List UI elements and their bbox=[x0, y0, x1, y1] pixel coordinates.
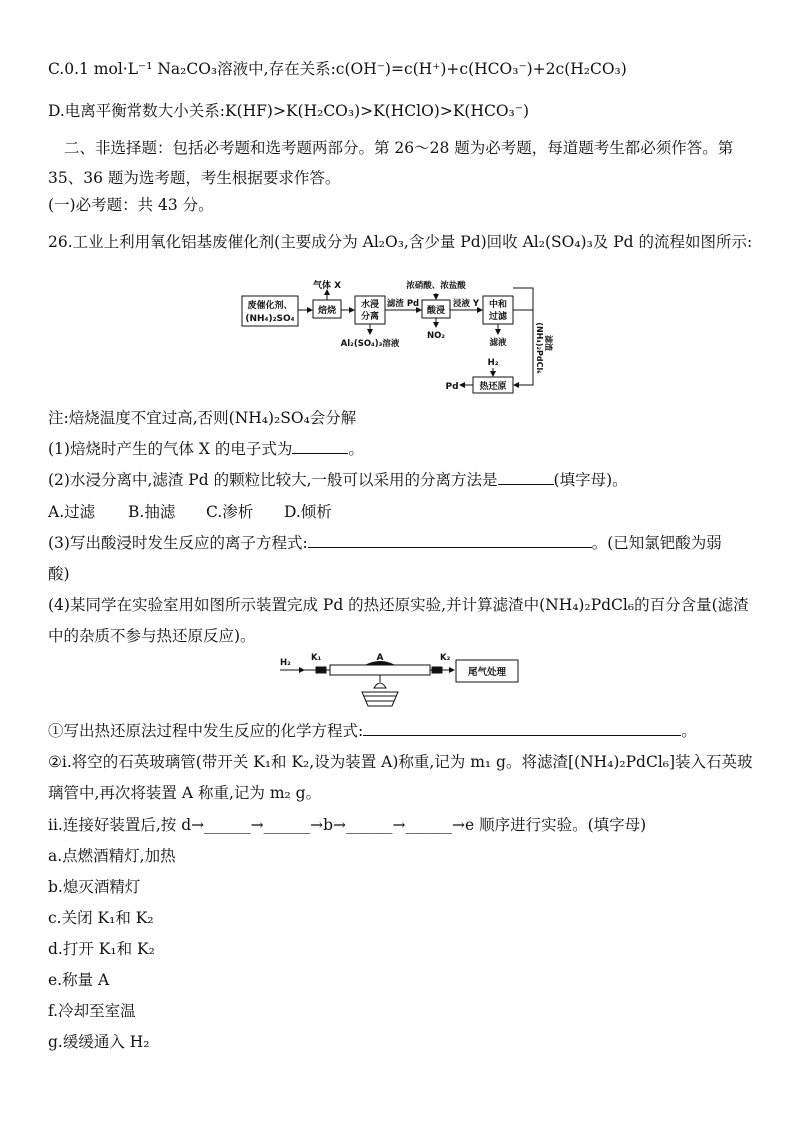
answer-blank[interactable] bbox=[308, 533, 592, 548]
question-4-2: ②ⅰ.将空的石英玻璃管(带开关 K₁和 K₂,设为装置 A)称重,记为 m₁ g。将滤渣[(NH₄)₂PdCl₆]装入石英玻 bbox=[48, 753, 753, 771]
neutralize-label-2: 过滤 bbox=[488, 312, 508, 322]
question-3-line2: 酸) bbox=[48, 565, 70, 583]
h2-label: H₂ bbox=[487, 358, 499, 368]
apparatus-k1: K₁ bbox=[311, 653, 322, 663]
roast-label: 焙烧 bbox=[317, 306, 337, 316]
tail-gas-label: 尾气处理 bbox=[467, 667, 507, 678]
apparatus-k2: K₂ bbox=[440, 653, 451, 663]
residue-pd-label: 滤渣 Pd bbox=[386, 299, 420, 309]
section-heading: 二、非选择题：包括必考题和选考题两部分。第 26～28 题为必考题，每道题考生都必须作答。第 bbox=[64, 139, 734, 157]
pd-label: Pd bbox=[445, 382, 459, 392]
process-flow-diagram bbox=[238, 268, 558, 398]
section-subheading: (一)必考题：共 43 分。 bbox=[48, 196, 214, 214]
section-heading-line2: 35、36 题为选考题，考生根据要求作答。 bbox=[48, 169, 341, 187]
waste-label-2: (NH₄)₂SO₄ bbox=[245, 314, 295, 324]
question-4: (4)某同学在实验室用如图所示装置完成 Pd 的热还原实验,并计算滤渣中(NH₄)₂PdCl₆的百分含量(滤渣 bbox=[48, 596, 749, 614]
leachate-y-label: 浸液 Y bbox=[452, 299, 480, 309]
question-2-options bbox=[48, 501, 332, 523]
answer-blank[interactable] bbox=[498, 470, 554, 485]
question-1: (1)焙烧时产生的气体 X 的电子式为 。 bbox=[48, 440, 364, 458]
question-4-ii: ⅱ.连接好装置后,按 d→______→______→b→______→______→e 顺序进行实验。(填字母) bbox=[48, 816, 647, 834]
option-d: D.电离平衡常数大小关系:K(HF)>K(H₂CO₃)>K(HClO)>K(HCO₃⁻) bbox=[48, 102, 529, 120]
side-formula-label: (NH₄)₂PdCl₆ bbox=[535, 322, 544, 374]
neutralize-label-1: 中和 bbox=[488, 300, 508, 310]
step-g: g.缓缓通入 H₂ bbox=[48, 1033, 150, 1051]
note: 注:焙烧温度不宜过高,否则(NH₄)₂SO₄会分解 bbox=[48, 409, 357, 427]
al-solution-label: Al₂(SO₄)₃溶液 bbox=[340, 339, 400, 349]
step-e: e.称量 A bbox=[48, 971, 110, 989]
step-f: f.冷却至室温 bbox=[48, 1002, 136, 1020]
answer-blank[interactable] bbox=[363, 721, 681, 736]
water-label-2: 分离 bbox=[360, 312, 380, 322]
question-4-line2: 中的杂质不参与热还原反应)。 bbox=[48, 627, 256, 645]
question-4-1: ①写出热还原法过程中发生反应的化学方程式: 。 bbox=[48, 722, 697, 740]
apparatus-diagram bbox=[276, 648, 526, 712]
option-c: C.0.1 mol·L⁻¹ Na₂CO₃溶液中,存在关系:c(OH⁻)=c(H⁺)+c(HCO₃⁻)+2c(H₂CO₃) bbox=[48, 60, 627, 78]
question-26-intro: 26.工业上利用氧化铝基废催化剂(主要成分为 Al₂O₃,含少量 Pd)回收 Al₂(SO₄)₃及 Pd 的流程如图所示: bbox=[48, 233, 753, 251]
answer-blank[interactable] bbox=[292, 439, 348, 454]
thermal-label: 热还原 bbox=[479, 382, 507, 392]
option-a: A.过滤 bbox=[48, 503, 96, 521]
option-d: D.倾析 bbox=[284, 503, 332, 521]
waste-label-1: 废催化剂、 bbox=[247, 301, 293, 311]
option-b: B.抽滤 bbox=[128, 503, 176, 521]
step-b: b.熄灭酒精灯 bbox=[48, 878, 141, 896]
gas-x-label: 气体 X bbox=[312, 281, 342, 291]
no2-label: NO₂ bbox=[426, 331, 446, 341]
step-d: d.打开 K₁和 K₂ bbox=[48, 940, 155, 958]
question-4-2-line2: 璃管中,再次将装置 A 称重,记为 m₂ g。 bbox=[48, 784, 322, 802]
filtrate-label: 滤液 bbox=[489, 338, 507, 348]
step-a: a.点燃酒精灯,加热 bbox=[48, 847, 176, 865]
water-label-1: 水浸 bbox=[360, 300, 380, 310]
option-c: C.渗析 bbox=[206, 503, 254, 521]
acid-leach-label: 酸浸 bbox=[426, 306, 446, 316]
apparatus-a: A bbox=[376, 653, 384, 663]
apparatus-h2: H₂ bbox=[280, 658, 291, 668]
side-residue-label: 滤渣 bbox=[544, 335, 553, 351]
acids-label: 浓硝酸、浓盐酸 bbox=[406, 281, 466, 291]
step-c: c.关闭 K₁和 K₂ bbox=[48, 909, 154, 927]
question-2: (2)水浸分离中,滤渣 Pd 的颗粒比较大,一般可以采用的分离方法是 (填字母)。 bbox=[48, 471, 628, 489]
question-3: (3)写出酸浸时发生反应的离子方程式: 。(已知氯钯酸为弱 bbox=[48, 534, 722, 552]
